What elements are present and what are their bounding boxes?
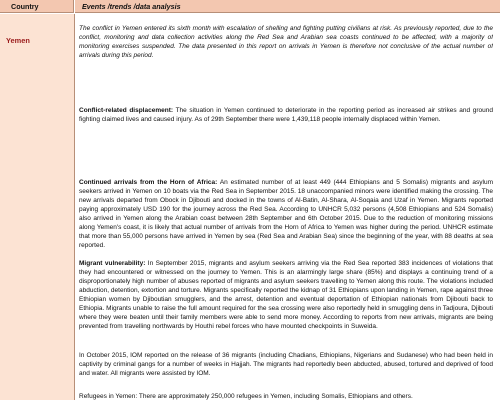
vulnerability-paragraph — [79, 259, 493, 331]
paragraph-text: In September 2015, migrants and asylum seekers arriving via the Red Sea reported 383 incidences of violations that they had encountered or witnessed on the journey to Yemen. This is an alarmingly large share (85%) and displays a continuing trend of a disproportionately high number of abuses reported of migrants and asylum seekers travelling to Yemen along this route. The violations included abduction, detention, extortion and torture. Migrants specifically reported the kidnap of 31 Ethiopians upon landing in Yemen, rape against three Ethiopian women by Djiboutian smugglers, and the arrest, detention and eventual deportation of Ethiopian nationals from Djibouti back to Ethiopia. Migrants unable to raise the full amount required for the sea crossing were also reportedly held in smuggling dens in Tadjoura, Djibouti where they were beaten until their family members were able to send more money. According to reports from new arrivals, migrants are being prevented from travelling northwards by Houthi rebel forces who have mounted checkpoints in Suweida. — [79, 260, 493, 330]
refugees-paragraph — [79, 392, 493, 400]
displacement-paragraph — [79, 106, 493, 124]
intro-paragraph — [79, 24, 493, 60]
paragraph-text: An estimated number of at least 449 (444 Ethiopians and 5 Somalis) migrants and asylum seekers arrived in Yemen on 10 boats via the Red Sea in September 2015. 18 unaccompanied minors were identified making the crossing. The new arrivals departed from Obock in Djibouti and docked in the towns of Al-Batin, Al-Shara, Al-Soqaia and Uzaf in Yemen. Migrants reported paying approximately USD 190 for the journey across the Red Sea. According to UNHCR 5,032 persons (4,508 Ethiopians and 524 Somalis) also arrived in Yemen along the Arabian coast between 28th September and 6th October 2015. Due to the reduction of monitoring missions along Yemen's coast, it is likely that actual number of arrivals from the Horn of Africa to Yemen was higher during the period. UNHCR estimate that more than 55,000 persons have arrived in Yemen by sea (Red Sea and Arabian Sea) since the beginning of the year, with 88 deaths at sea reported. — [79, 179, 493, 249]
paragraph-text: The situation in Yemen continued to deteriorate in the reporting period as increased air strikes and ground fighting claimed lives and caused injury. As of 29th September there were 1,439,118 people internally displaced within Yemen. — [79, 107, 493, 123]
column-header-events: Events /trends /data analysis — [75, 0, 500, 13]
paragraph-text: Refugees in Yemen: There are approximately 250,000 refugees in Yemen, including Somalis, Ethiopians and others. — [79, 393, 413, 400]
arrivals-paragraph — [79, 178, 493, 250]
paragraph-text: The conflict in Yemen entered its sixth month with escalation of shelling and fighting putting civilians at risk. As previously reported, due to the conflict, monitoring and data collection activities along the Red Sea and Arabian sea coasts continued to be affected, with a majority of monitoring exercises suspended. The data presented in this report on arrivals in Yemen is therefore not conclusive of the actual number of arrivals during this period. — [79, 25, 493, 59]
country-name: Yemen — [6, 36, 30, 45]
paragraph-text: In October 2015, IOM reported on the release of 36 migrants (including Chadians, Ethiopians, Nigerians and Sudanese) who had been held in captivity by criminal gangs for a number of weeks in Hajjah. The migrants had reportedly been abducted, abused, tortured and deprived of food and water. All migrants were assisted by IOM. — [79, 352, 493, 377]
column-header-country: Country — [0, 0, 74, 13]
country-column — [0, 14, 75, 400]
paragraph-heading: Conflict-related displacement: — [79, 107, 174, 114]
iom-release-paragraph — [79, 351, 493, 378]
paragraph-heading: Continued arrivals from the Horn of Africa: — [79, 179, 218, 186]
paragraph-heading: Migrant vulnerability: — [79, 260, 146, 267]
events-cell — [79, 14, 493, 400]
